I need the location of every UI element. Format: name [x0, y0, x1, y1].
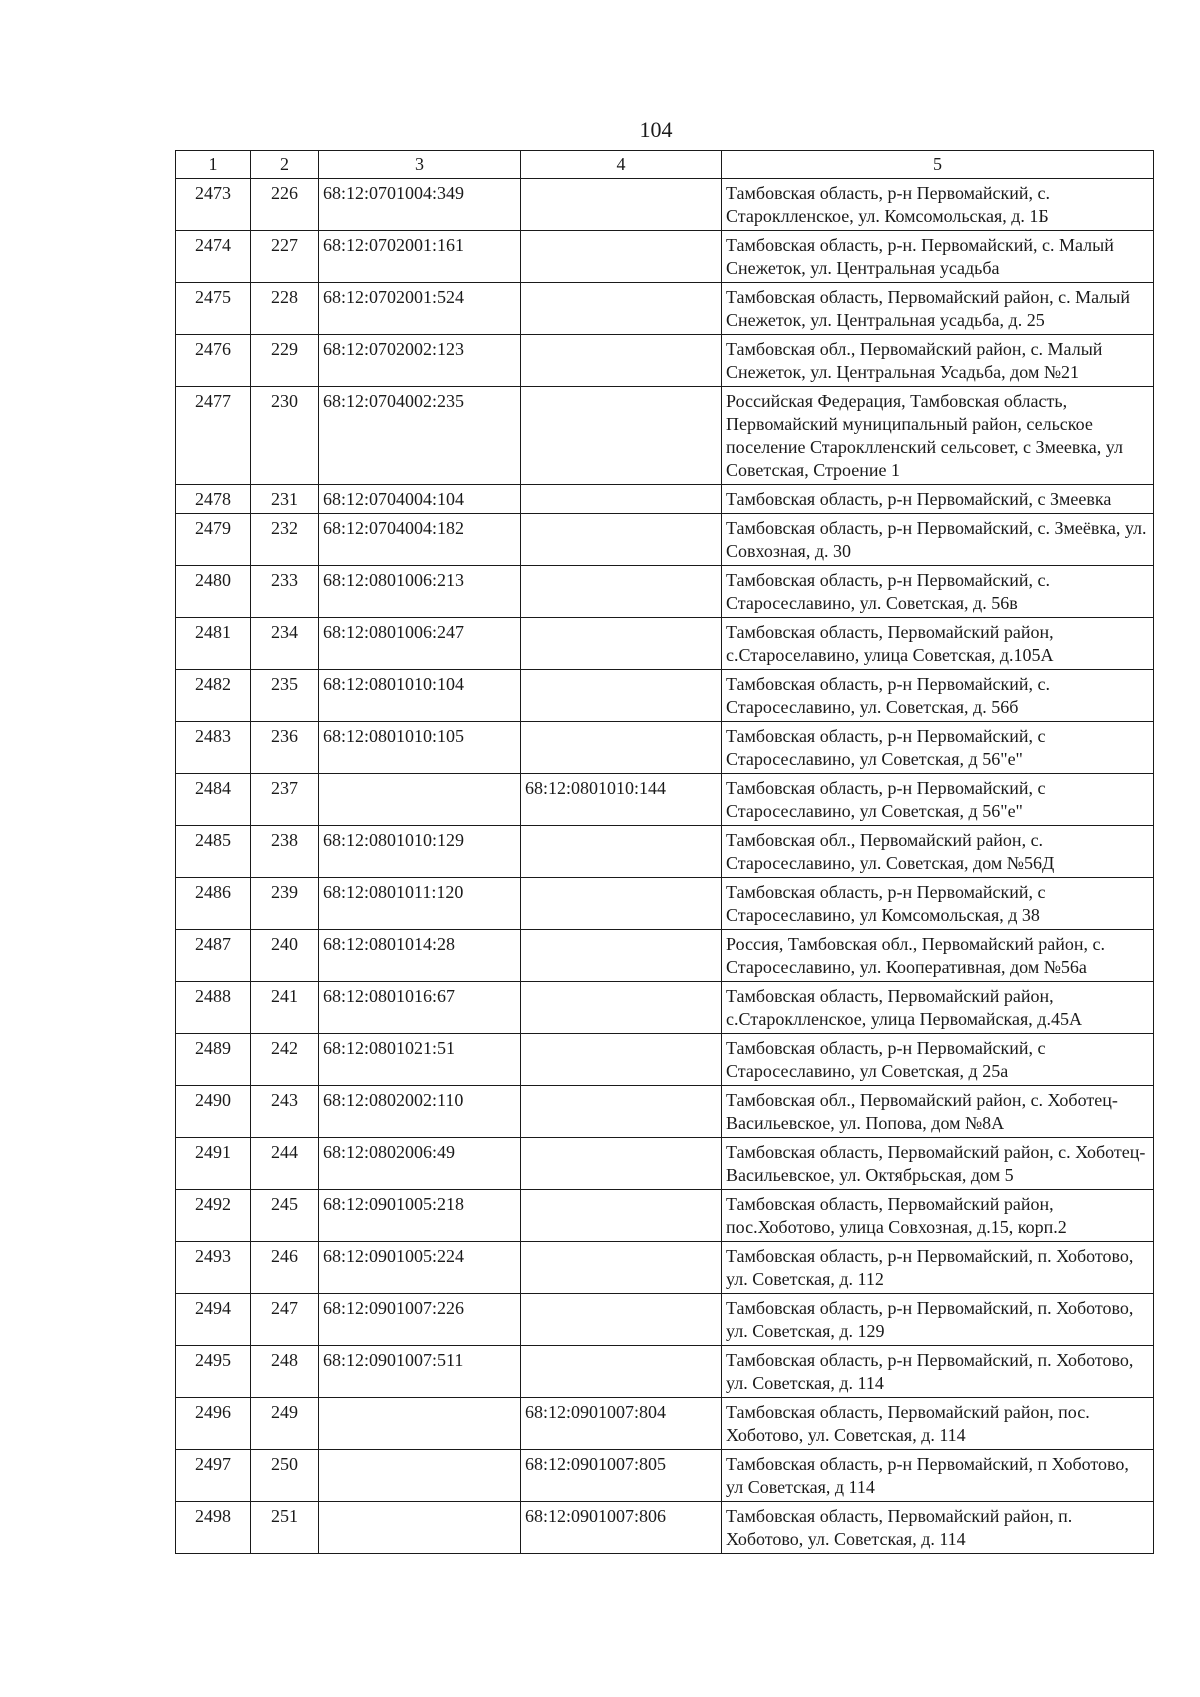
- related-cadastral-number-cell: [521, 1086, 722, 1138]
- item-number-cell: 233: [251, 566, 319, 618]
- table-row: [176, 1190, 1154, 1242]
- related-cadastral-number-cell: [521, 283, 722, 335]
- cadastral-number-cell: 68:12:0801016:67: [319, 982, 521, 1034]
- address-cell: Тамбовская область, р-н Первомайский, с. Старосеславино, ул. Советская, д. 56б: [722, 670, 1154, 722]
- page-number: 104: [639, 117, 673, 142]
- item-number-cell: 249: [251, 1398, 319, 1450]
- cadastral-number-cell: 68:12:0801010:104: [319, 670, 521, 722]
- related-cadastral-number-cell: [521, 514, 722, 566]
- related-cadastral-number-cell: [521, 1346, 722, 1398]
- column-header-4: 4: [521, 151, 722, 179]
- item-number-cell: 251: [251, 1502, 319, 1554]
- related-cadastral-number-cell: [521, 982, 722, 1034]
- record-number-cell: 2486: [176, 878, 251, 930]
- record-number-cell: 2496: [176, 1398, 251, 1450]
- header-row: [176, 151, 1154, 179]
- item-number-cell: 240: [251, 930, 319, 982]
- table-row: [176, 335, 1154, 387]
- cadastral-number-cell: 68:12:0801006:213: [319, 566, 521, 618]
- cadastral-number-cell: 68:12:0704002:235: [319, 387, 521, 485]
- address-cell: Тамбовская область, р-н Первомайский, с. Змеёвка, ул. Совхозная, д. 30: [722, 514, 1154, 566]
- address-cell: Тамбовская область, Первомайский район, пос.Хоботово, улица Совхозная, д.15, корп.2: [722, 1190, 1154, 1242]
- table-row: [176, 485, 1154, 514]
- address-cell: Тамбовская область, р-н Первомайский, п Хоботово, ул Советская, д 114: [722, 1450, 1154, 1502]
- table-row: [176, 1346, 1154, 1398]
- item-number-cell: 250: [251, 1450, 319, 1502]
- address-cell: Тамбовская область, р-н Первомайский, с. Старосеславино, ул. Советская, д. 56в: [722, 566, 1154, 618]
- address-cell: Тамбовская область, Первомайский район, с.Староселавино, улица Советская, д.105А: [722, 618, 1154, 670]
- address-cell: Тамбовская область, Первомайский район, пос. Хоботово, ул. Советская, д. 114: [722, 1398, 1154, 1450]
- item-number-cell: 228: [251, 283, 319, 335]
- table-row: [176, 1294, 1154, 1346]
- address-cell: Тамбовская область, р-н Первомайский, п. Хоботово, ул. Советская, д. 114: [722, 1346, 1154, 1398]
- related-cadastral-number-cell: [521, 878, 722, 930]
- table-row: [176, 618, 1154, 670]
- column-header-5: 5: [722, 151, 1154, 179]
- cadastral-number-cell: 68:12:0704004:182: [319, 514, 521, 566]
- record-number-cell: 2489: [176, 1034, 251, 1086]
- item-number-cell: 244: [251, 1138, 319, 1190]
- related-cadastral-number-cell: [521, 231, 722, 283]
- cadastral-number-cell: 68:12:0801010:105: [319, 722, 521, 774]
- address-cell: Тамбовская область, р-н Первомайский, с Змеевка: [722, 485, 1154, 514]
- record-number-cell: 2485: [176, 826, 251, 878]
- record-number-cell: 2497: [176, 1450, 251, 1502]
- record-number-cell: 2498: [176, 1502, 251, 1554]
- related-cadastral-number-cell: [521, 566, 722, 618]
- address-cell: Тамбовская область, Первомайский район, с.Староклленское, улица Первомайская, д.45А: [722, 982, 1154, 1034]
- item-number-cell: 243: [251, 1086, 319, 1138]
- table-row: [176, 722, 1154, 774]
- cadastral-number-cell: [319, 774, 521, 826]
- cadastral-number-cell: 68:12:0801010:129: [319, 826, 521, 878]
- related-cadastral-number-cell: [521, 1294, 722, 1346]
- record-number-cell: 2480: [176, 566, 251, 618]
- table-row: [176, 1086, 1154, 1138]
- item-number-cell: 246: [251, 1242, 319, 1294]
- item-number-cell: 230: [251, 387, 319, 485]
- address-cell: Российская Федерация, Тамбовская область, Первомайский муниципальный район, сельское поселение Староклленский сельсовет, с Змеевка, ул Советская, Строение 1: [722, 387, 1154, 485]
- table-row: [176, 1138, 1154, 1190]
- address-cell: Тамбовская область, р-н Первомайский, с Старосеславино, ул Советская, д 56"е": [722, 774, 1154, 826]
- record-number-cell: 2482: [176, 670, 251, 722]
- address-cell: Тамбовская область, Первомайский район, с. Хоботец-Васильевское, ул. Октябрьская, дом 5: [722, 1138, 1154, 1190]
- record-number-cell: 2484: [176, 774, 251, 826]
- table-row: [176, 826, 1154, 878]
- item-number-cell: 227: [251, 231, 319, 283]
- cadastral-number-cell: 68:12:0704004:104: [319, 485, 521, 514]
- item-number-cell: 229: [251, 335, 319, 387]
- table-row: [176, 1450, 1154, 1502]
- cadastral-number-cell: 68:12:0901007:511: [319, 1346, 521, 1398]
- related-cadastral-number-cell: [521, 335, 722, 387]
- cadastral-number-cell: 68:12:0901005:224: [319, 1242, 521, 1294]
- record-number-cell: 2492: [176, 1190, 251, 1242]
- cadastral-number-cell: 68:12:0702002:123: [319, 335, 521, 387]
- address-cell: Тамбовская область, р-н Первомайский, с. Староклленское, ул. Комсомольская, д. 1Б: [722, 179, 1154, 231]
- cadastral-number-cell: 68:12:0801014:28: [319, 930, 521, 982]
- address-cell: Тамбовская обл., Первомайский район, с. Малый Снежеток, ул. Центральная Усадьба, дом №21: [722, 335, 1154, 387]
- item-number-cell: 226: [251, 179, 319, 231]
- record-number-cell: 2475: [176, 283, 251, 335]
- cadastral-number-cell: 68:12:0701004:349: [319, 179, 521, 231]
- record-number-cell: 2476: [176, 335, 251, 387]
- cadastral-number-cell: 68:12:0802006:49: [319, 1138, 521, 1190]
- table-row: [176, 283, 1154, 335]
- item-number-cell: 247: [251, 1294, 319, 1346]
- item-number-cell: 232: [251, 514, 319, 566]
- table-row: [176, 1398, 1154, 1450]
- address-cell: Тамбовская область, р-н. Первомайский, с. Малый Снежеток, ул. Центральная усадьба: [722, 231, 1154, 283]
- cadastral-number-cell: 68:12:0901005:218: [319, 1190, 521, 1242]
- record-number-cell: 2490: [176, 1086, 251, 1138]
- table-row: [176, 982, 1154, 1034]
- item-number-cell: 248: [251, 1346, 319, 1398]
- cadastral-number-cell: [319, 1398, 521, 1450]
- item-number-cell: 245: [251, 1190, 319, 1242]
- table-header: [176, 151, 1154, 179]
- table-row: [176, 930, 1154, 982]
- cadastral-number-cell: 68:12:0901007:226: [319, 1294, 521, 1346]
- related-cadastral-number-cell: 68:12:0901007:805: [521, 1450, 722, 1502]
- related-cadastral-number-cell: [521, 1034, 722, 1086]
- cadastral-number-cell: 68:12:0702001:161: [319, 231, 521, 283]
- record-number-cell: 2495: [176, 1346, 251, 1398]
- column-header-3: 3: [319, 151, 521, 179]
- item-number-cell: 231: [251, 485, 319, 514]
- address-cell: Тамбовская область, р-н Первомайский, п. Хоботово, ул. Советская, д. 129: [722, 1294, 1154, 1346]
- table-row: [176, 1502, 1154, 1554]
- table-row: [176, 514, 1154, 566]
- address-cell: Тамбовская область, р-н Первомайский, с Старосеславино, ул Советская, д 25а: [722, 1034, 1154, 1086]
- address-cell: Тамбовская область, Первомайский район, с. Малый Снежеток, ул. Центральная усадьба, д. 25: [722, 283, 1154, 335]
- column-header-1: 1: [176, 151, 251, 179]
- record-number-cell: 2478: [176, 485, 251, 514]
- cadastral-number-cell: [319, 1502, 521, 1554]
- record-number-cell: 2479: [176, 514, 251, 566]
- address-cell: Тамбовская обл., Первомайский район, с. Старосеславино, ул. Советская, дом №56Д: [722, 826, 1154, 878]
- record-number-cell: 2473: [176, 179, 251, 231]
- related-cadastral-number-cell: [521, 179, 722, 231]
- address-cell: Тамбовская область, р-н Первомайский, с Старосеславино, ул Комсомольская, д 38: [722, 878, 1154, 930]
- cadastral-number-cell: 68:12:0702001:524: [319, 283, 521, 335]
- record-number-cell: 2483: [176, 722, 251, 774]
- item-number-cell: 236: [251, 722, 319, 774]
- record-number-cell: 2481: [176, 618, 251, 670]
- cadastral-number-cell: [319, 1450, 521, 1502]
- record-number-cell: 2488: [176, 982, 251, 1034]
- related-cadastral-number-cell: 68:12:0901007:806: [521, 1502, 722, 1554]
- table-row: [176, 179, 1154, 231]
- record-number-cell: 2487: [176, 930, 251, 982]
- item-number-cell: 238: [251, 826, 319, 878]
- cadastral-number-cell: 68:12:0801006:247: [319, 618, 521, 670]
- related-cadastral-number-cell: [521, 387, 722, 485]
- item-number-cell: 235: [251, 670, 319, 722]
- item-number-cell: 239: [251, 878, 319, 930]
- table-row: [176, 1242, 1154, 1294]
- table-row: [176, 387, 1154, 485]
- record-number-cell: 2477: [176, 387, 251, 485]
- column-header-2: 2: [251, 151, 319, 179]
- address-cell: Тамбовская область, Первомайский район, п. Хоботово, ул. Советская, д. 114: [722, 1502, 1154, 1554]
- related-cadastral-number-cell: [521, 485, 722, 514]
- record-number-cell: 2474: [176, 231, 251, 283]
- cadastral-number-cell: 68:12:0801011:120: [319, 878, 521, 930]
- table-row: [176, 774, 1154, 826]
- record-number-cell: 2491: [176, 1138, 251, 1190]
- address-cell: Тамбовская область, р-н Первомайский, п. Хоботово, ул. Советская, д. 112: [722, 1242, 1154, 1294]
- table-row: [176, 566, 1154, 618]
- related-cadastral-number-cell: [521, 670, 722, 722]
- item-number-cell: 241: [251, 982, 319, 1034]
- cadastral-number-cell: 68:12:0801021:51: [319, 1034, 521, 1086]
- record-number-cell: 2493: [176, 1242, 251, 1294]
- related-cadastral-number-cell: [521, 1190, 722, 1242]
- related-cadastral-number-cell: [521, 618, 722, 670]
- related-cadastral-number-cell: [521, 722, 722, 774]
- table-row: [176, 878, 1154, 930]
- related-cadastral-number-cell: [521, 930, 722, 982]
- table-body: [176, 179, 1154, 1554]
- address-cell: Тамбовская область, р-н Первомайский, с Старосеславино, ул Советская, д 56"е": [722, 722, 1154, 774]
- table-row: [176, 231, 1154, 283]
- related-cadastral-number-cell: [521, 1242, 722, 1294]
- related-cadastral-number-cell: 68:12:0901007:804: [521, 1398, 722, 1450]
- table-row: [176, 670, 1154, 722]
- item-number-cell: 234: [251, 618, 319, 670]
- record-number-cell: 2494: [176, 1294, 251, 1346]
- address-cell: Тамбовская обл., Первомайский район, с. Хоботец-Васильевское, ул. Попова, дом №8А: [722, 1086, 1154, 1138]
- item-number-cell: 237: [251, 774, 319, 826]
- related-cadastral-number-cell: [521, 826, 722, 878]
- address-cell: Россия, Тамбовская обл., Первомайский район, с. Старосеславино, ул. Кооперативная, дом №56а: [722, 930, 1154, 982]
- cadastral-number-cell: 68:12:0802002:110: [319, 1086, 521, 1138]
- related-cadastral-number-cell: [521, 1138, 722, 1190]
- item-number-cell: 242: [251, 1034, 319, 1086]
- table-row: [176, 1034, 1154, 1086]
- related-cadastral-number-cell: 68:12:0801010:144: [521, 774, 722, 826]
- registry-table: [175, 150, 1154, 1554]
